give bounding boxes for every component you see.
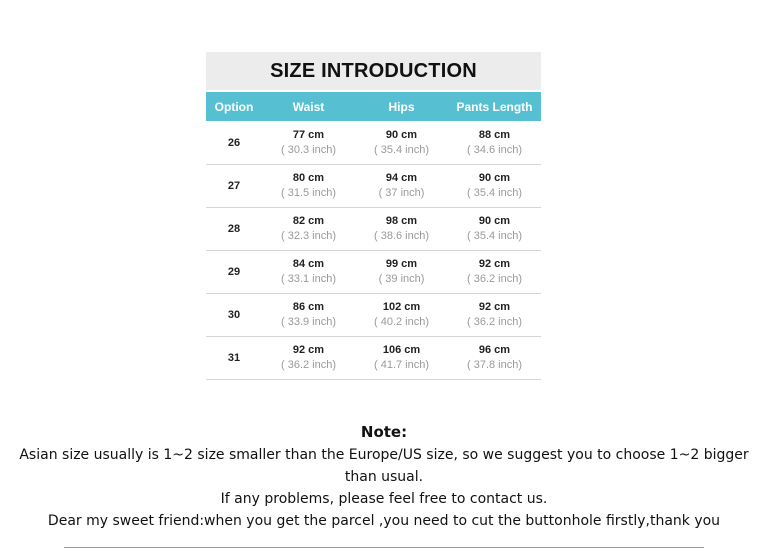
- pants-length-cell: [448, 128, 541, 158]
- hips-inch: ( 40.2 inch): [373, 316, 430, 328]
- waist-cell: [262, 128, 355, 158]
- waist-cell: [262, 171, 355, 201]
- hips-cell: [355, 128, 448, 158]
- waist-cell: [262, 343, 355, 373]
- note-title: Note:: [360, 423, 408, 441]
- hips-cell: [355, 300, 448, 330]
- waist-cm: 77 cm: [292, 129, 325, 141]
- hips-cell: [355, 343, 448, 373]
- waist-cm: 86 cm: [292, 301, 325, 313]
- size-chart-title-bar: [206, 52, 541, 90]
- table-body: [206, 122, 541, 380]
- waist-inch: ( 32.3 inch): [280, 230, 337, 242]
- waist-cell: [262, 300, 355, 330]
- waist-inch: ( 36.2 inch): [280, 359, 337, 371]
- table-row: [206, 165, 541, 208]
- header-waist: Waist: [292, 99, 325, 114]
- hips-cm: 106 cm: [382, 344, 421, 356]
- hips-inch: ( 41.7 inch): [373, 359, 430, 371]
- header-hips: Hips: [388, 99, 415, 114]
- pants-length-cell: [448, 343, 541, 373]
- note-buttonhole: Dear my sweet friend:when you get the parcel ,you need to cut the buttonhole firstly,thank you: [47, 513, 721, 529]
- hips-cell: [355, 257, 448, 287]
- table-row: [206, 294, 541, 337]
- hips-cm: 98 cm: [385, 215, 418, 227]
- header-pants-length: Pants Length: [456, 99, 533, 114]
- pants-length-cm: 90 cm: [478, 172, 511, 184]
- hips-cell: [355, 214, 448, 244]
- hips-inch: ( 35.4 inch): [373, 144, 430, 156]
- size-chart-title: SIZE INTRODUCTION: [270, 59, 477, 82]
- waist-inch: ( 30.3 inch): [280, 144, 337, 156]
- pants-length-cm: 92 cm: [478, 258, 511, 270]
- pants-length-inch: ( 35.4 inch): [466, 230, 523, 242]
- hips-cell: [355, 171, 448, 201]
- option-cell: 30: [227, 309, 241, 321]
- waist-cm: 82 cm: [292, 215, 325, 227]
- hips-inch: ( 39 inch): [378, 273, 425, 285]
- pants-length-cell: [448, 171, 541, 201]
- pants-length-inch: ( 37.8 inch): [466, 359, 523, 371]
- waist-inch: ( 33.1 inch): [280, 273, 337, 285]
- waist-cell: [262, 214, 355, 244]
- hips-cm: 94 cm: [385, 172, 418, 184]
- option-cell: 28: [227, 223, 241, 235]
- table-row: [206, 337, 541, 380]
- hips-cm: 99 cm: [385, 258, 418, 270]
- option-cell: 31: [227, 352, 241, 364]
- table-row: [206, 208, 541, 251]
- pants-length-cell: [448, 257, 541, 287]
- note-size-advice: Asian size usually is 1~2 size smaller than the Europe/US size, so we suggest you to choose 1~2 bigger than usual.: [19, 447, 749, 485]
- waist-cm: 84 cm: [292, 258, 325, 270]
- option-cell: 26: [227, 137, 241, 149]
- waist-cm: 80 cm: [292, 172, 325, 184]
- pants-length-cm: 88 cm: [478, 129, 511, 141]
- waist-inch: ( 33.9 inch): [280, 316, 337, 328]
- hips-inch: ( 37 inch): [378, 187, 425, 199]
- table-row: [206, 122, 541, 165]
- table-row: [206, 251, 541, 294]
- header-option: Option: [214, 99, 254, 114]
- table-header-row: [206, 92, 541, 121]
- pants-length-inch: ( 34.6 inch): [466, 144, 523, 156]
- pants-length-inch: ( 36.2 inch): [466, 316, 523, 328]
- pants-length-cm: 96 cm: [478, 344, 511, 356]
- hips-cm: 90 cm: [385, 129, 418, 141]
- pants-length-cm: 92 cm: [478, 301, 511, 313]
- size-chart: [206, 52, 541, 380]
- waist-inch: ( 31.5 inch): [280, 187, 337, 199]
- pants-length-inch: ( 36.2 inch): [466, 273, 523, 285]
- note-section: [0, 420, 768, 532]
- option-cell: 29: [227, 266, 241, 278]
- pants-length-cell: [448, 214, 541, 244]
- hips-inch: ( 38.6 inch): [373, 230, 430, 242]
- waist-cell: [262, 257, 355, 287]
- note-contact: If any problems, please feel free to contact us.: [220, 491, 548, 507]
- pants-length-cm: 90 cm: [478, 215, 511, 227]
- pants-length-cell: [448, 300, 541, 330]
- waist-cm: 92 cm: [292, 344, 325, 356]
- hips-cm: 102 cm: [382, 301, 421, 313]
- pants-length-inch: ( 35.4 inch): [466, 187, 523, 199]
- option-cell: 27: [227, 180, 241, 192]
